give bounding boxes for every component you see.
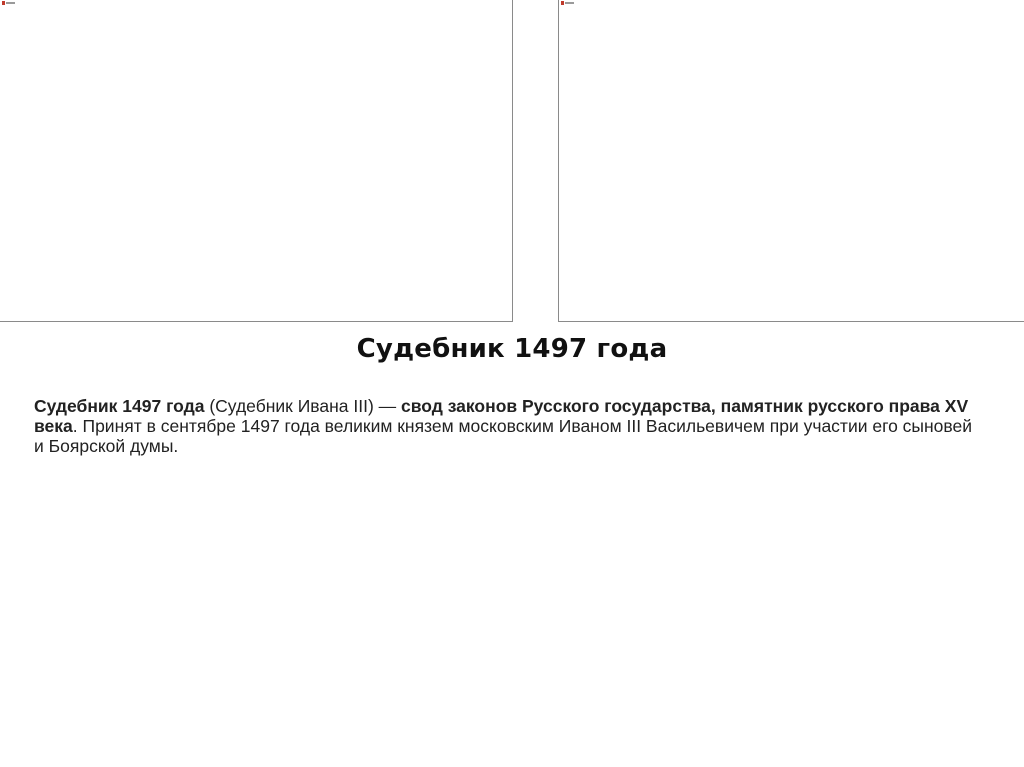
right-image-placeholder [558,0,1024,322]
broken-image-icon [2,1,16,7]
body-alias: (Судебник Ивана III) — [204,396,402,416]
body-definition: свод законов Русского государства, памятник русского права XV века [34,396,969,436]
slide-title: Судебник 1497 года [356,334,668,364]
body-rest: . Принят в сентябре 1497 года великим князем московским Иваном III Васильевичем при участии его сыновей и Боярской думы. [34,416,973,456]
slide-body-text [34,396,974,456]
body-term: Судебник 1497 года [34,396,205,416]
broken-image-icon [561,1,575,7]
left-image-placeholder [0,0,513,322]
